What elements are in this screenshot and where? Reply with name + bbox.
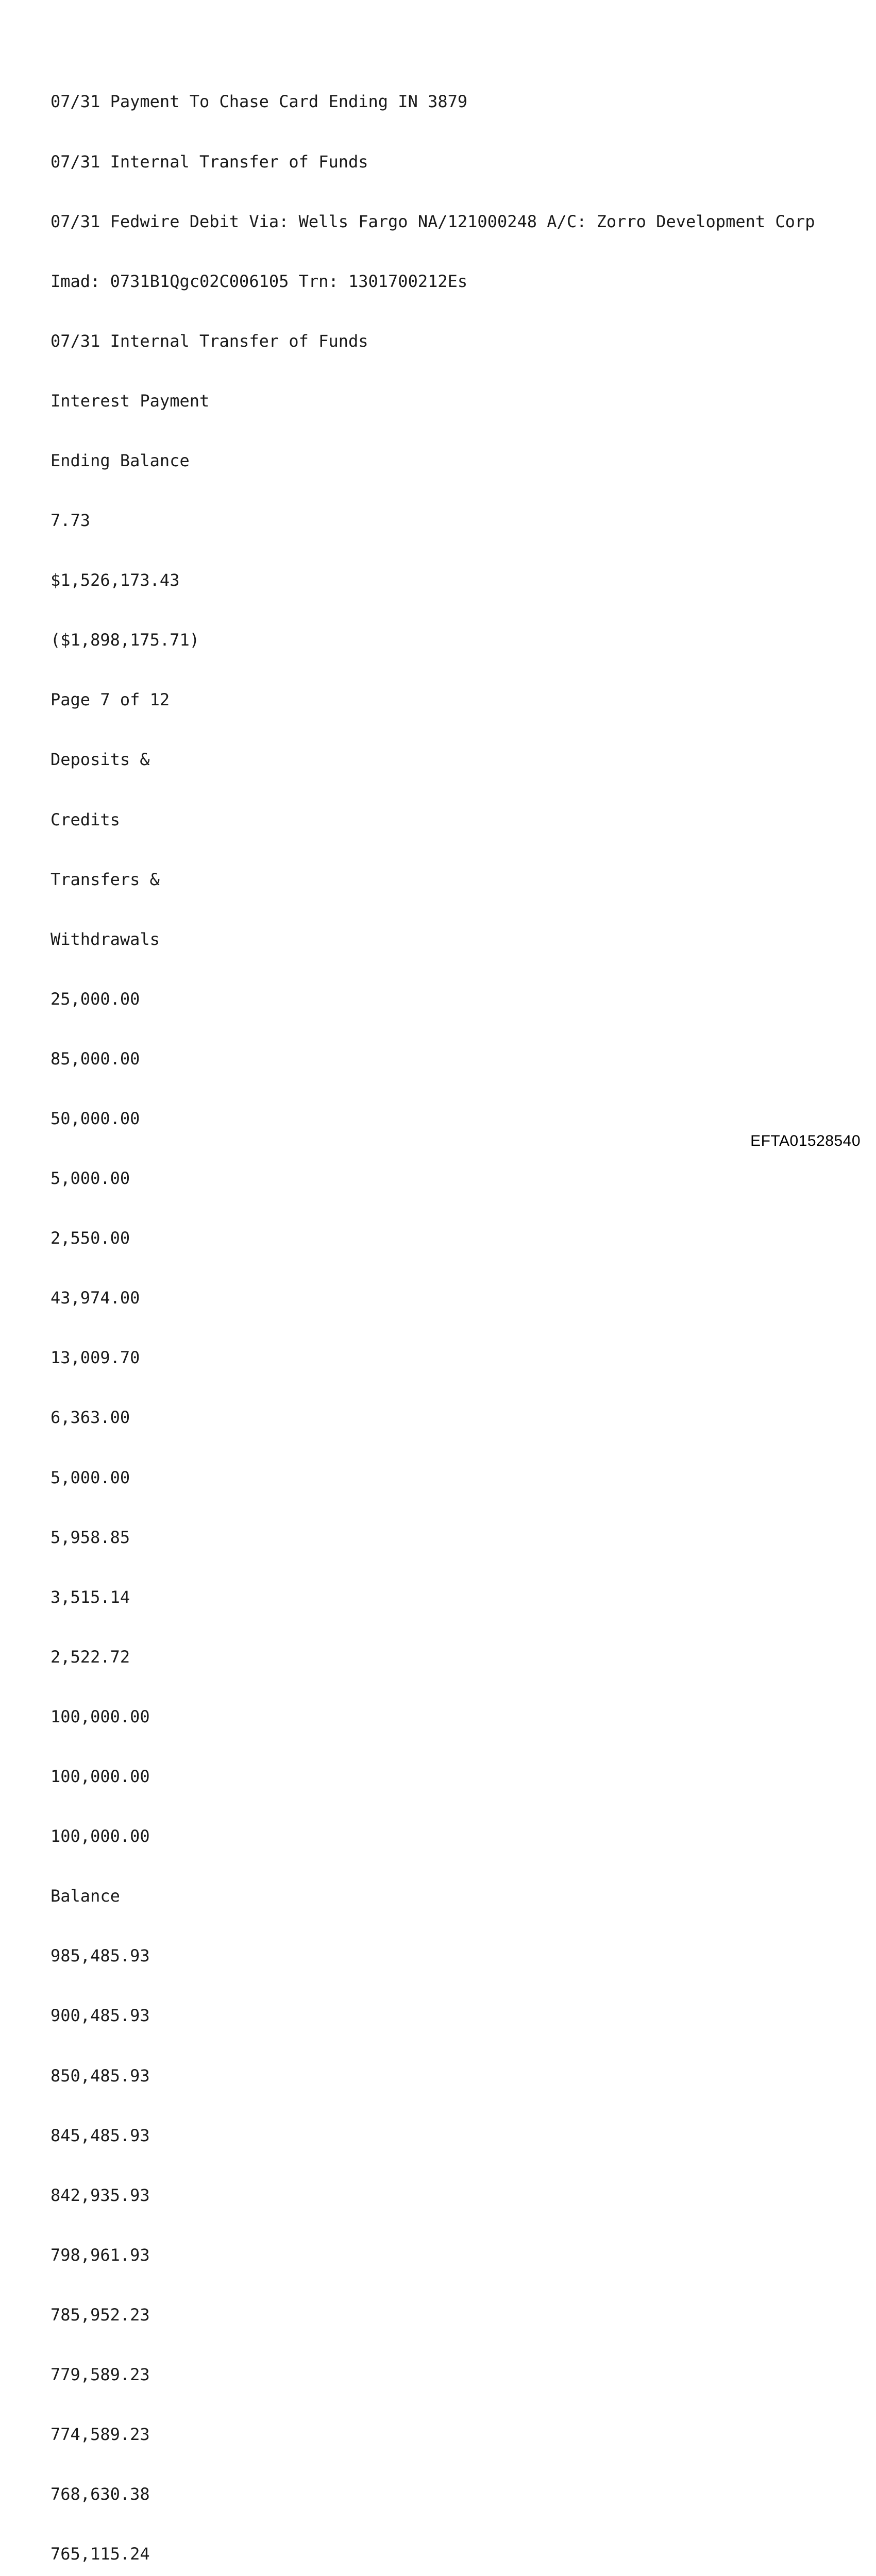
amount-line: 100,000.00 <box>50 1706 150 1726</box>
column-header-line: Transfers & <box>50 869 160 889</box>
amount-line: 25,000.00 <box>50 989 140 1009</box>
amount-line: 85,000.00 <box>50 1048 140 1069</box>
balance-line: 768,630.38 <box>50 2484 150 2504</box>
amount-line: 5,000.00 <box>50 1467 130 1487</box>
balance-line: 985,485.93 <box>50 1946 150 1966</box>
balance-line: 774,589.23 <box>50 2425 150 2445</box>
balance-line: 842,935.93 <box>50 2185 150 2205</box>
amount-line: 2,522.72 <box>50 1647 130 1667</box>
column-header-line: Withdrawals <box>50 929 160 949</box>
transaction-line: 07/31 Fedwire Debit Via: Wells Fargo NA/121000248 A/C: Zorro Development Corp <box>50 211 815 231</box>
amount-line: 50,000.00 <box>50 1109 140 1128</box>
transaction-line: 07/31 Internal Transfer of Funds <box>50 331 368 351</box>
balance-line: 850,485.93 <box>50 2065 150 2086</box>
ending-balance-label: Ending Balance <box>50 450 190 470</box>
balance-line: 785,952.23 <box>50 2304 150 2325</box>
amount-line: ($1,898,175.71) <box>50 630 199 650</box>
amount-line: 100,000.00 <box>50 1767 150 1787</box>
transaction-line: 07/31 Payment To Chase Card Ending IN 3879 <box>50 92 468 112</box>
column-header-line: Deposits & <box>50 750 150 770</box>
amount-line: 5,958.85 <box>50 1527 130 1547</box>
amount-line: 7.73 <box>50 511 91 531</box>
transaction-detail-line: Imad: 0731B1Qgc02C006105 Trn: 1301700212Es <box>50 271 468 291</box>
interest-payment-label: Interest Payment <box>50 391 210 411</box>
amount-line: 43,974.00 <box>50 1288 140 1308</box>
balance-header: Balance <box>50 1886 120 1906</box>
balance-line: 779,589.23 <box>50 2364 150 2384</box>
amount-line: 100,000.00 <box>50 1826 150 1846</box>
balance-line: 900,485.93 <box>50 2006 150 2026</box>
amount-line: 5,000.00 <box>50 1168 130 1189</box>
document-id: EFTA01528540 <box>750 1132 861 1149</box>
amount-line: 6,363.00 <box>50 1408 130 1428</box>
statement-text <box>50 52 815 2576</box>
balance-line: 798,961.93 <box>50 2245 150 2265</box>
column-header-line: Credits <box>50 809 120 829</box>
balance-line: 765,115.24 <box>50 2544 150 2564</box>
amount-line: $1,526,173.43 <box>50 570 180 590</box>
amount-line: 13,009.70 <box>50 1348 140 1368</box>
amount-line: 3,515.14 <box>50 1587 130 1607</box>
amount-line: 2,550.00 <box>50 1228 130 1248</box>
page-number: Page 7 of 12 <box>50 690 170 710</box>
balance-line: 845,485.93 <box>50 2125 150 2145</box>
transaction-line: 07/31 Internal Transfer of Funds <box>50 151 368 172</box>
